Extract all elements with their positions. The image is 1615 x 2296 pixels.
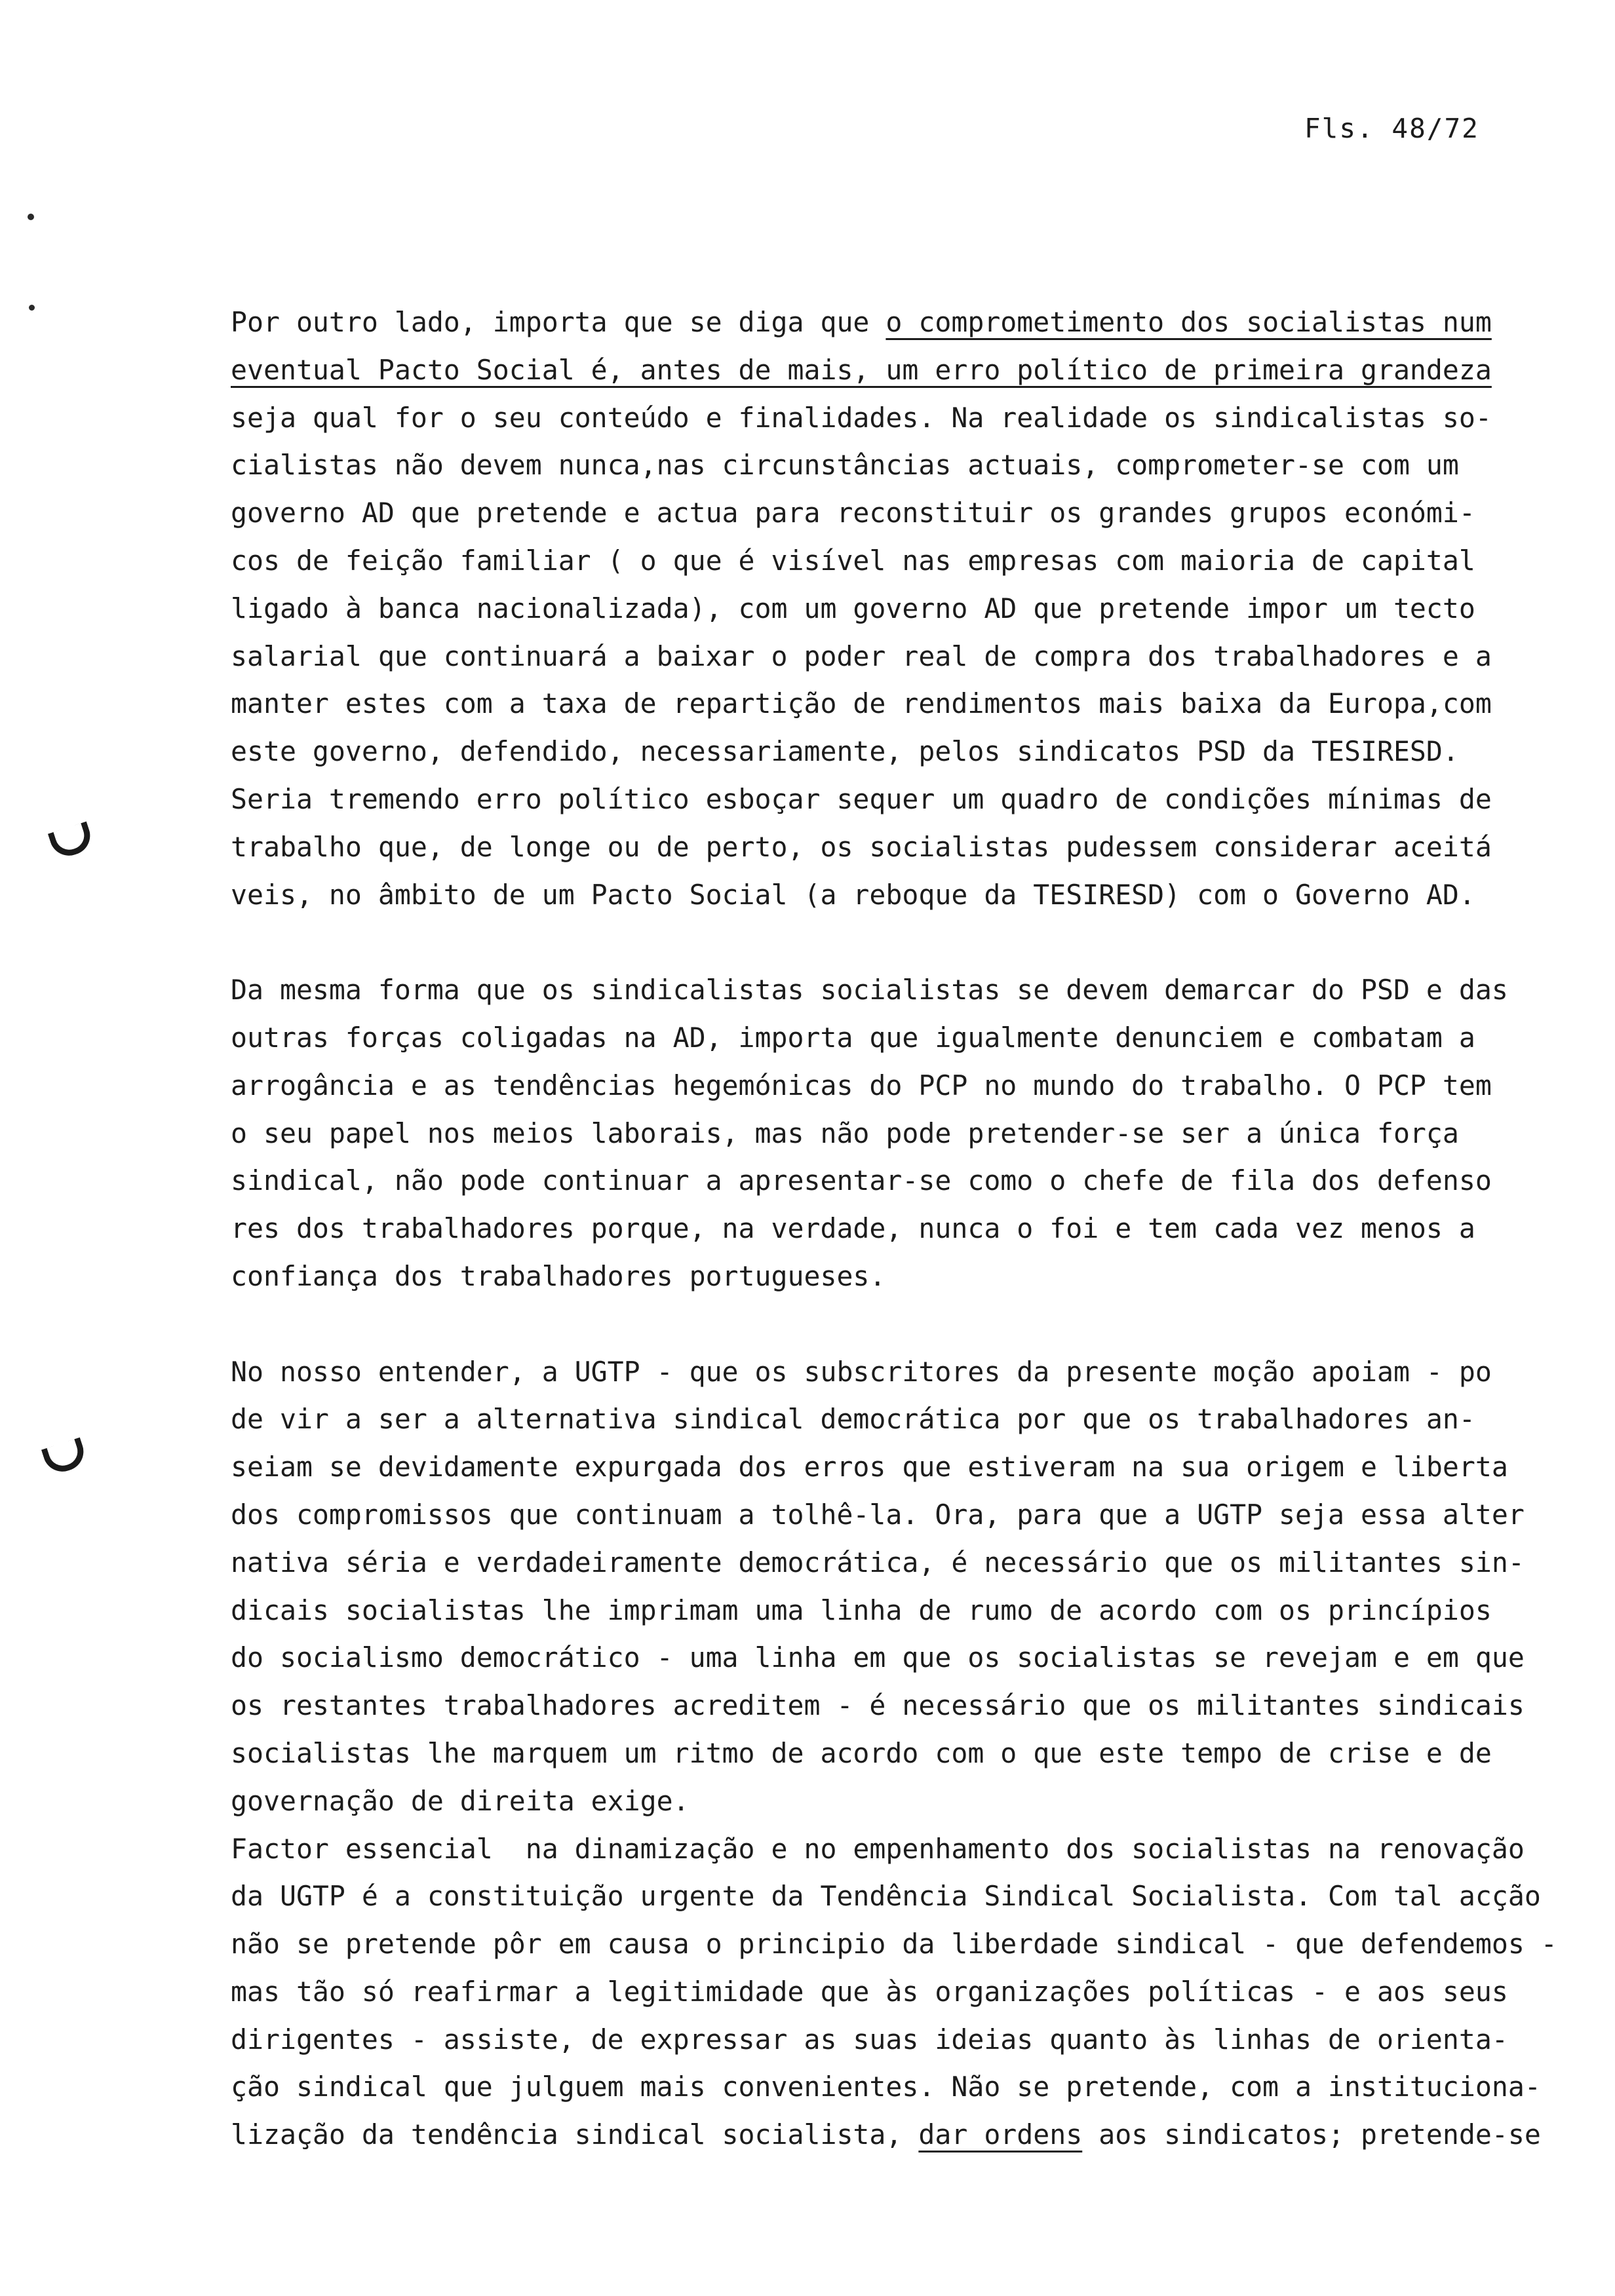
text-segment: do socialismo democrático - uma linha em que os socialistas se revejam e em que bbox=[231, 1641, 1525, 1674]
text-line bbox=[231, 1062, 1509, 1110]
text-line bbox=[231, 1826, 1525, 1873]
text-segment: arrogância e as tendências hegemónicas do PCP no mundo do trabalho. O PCP tem bbox=[231, 1069, 1492, 1101]
text-segment: o seu papel nos meios laborais, mas não pode pretender-se ser a única força bbox=[231, 1117, 1459, 1149]
text-segment: salarial que continuará a baixar o poder real de compra dos trabalhadores e a bbox=[231, 640, 1492, 672]
text-line bbox=[231, 871, 1509, 919]
text-line bbox=[231, 966, 1509, 1014]
text-line bbox=[231, 537, 1509, 585]
text-line bbox=[231, 680, 1509, 728]
text-line bbox=[231, 1634, 1525, 1682]
text-line bbox=[231, 1682, 1525, 1730]
text-segment: manter estes com a taxa de repartição de rendimentos mais baixa da Europa,com bbox=[231, 687, 1492, 720]
text-segment: aos sindicatos; pretende-se bbox=[1082, 2118, 1541, 2151]
text-line bbox=[231, 394, 1509, 442]
text-segment: outras forças coligadas na AD, importa que igualmente denunciem e combatam a bbox=[231, 1021, 1475, 1054]
text-segment: ção sindical que julguem mais convenientes. Não se pretende, com a instituciona- bbox=[231, 2071, 1541, 2103]
text-segment: de vir a ser a alternativa sindical democrática por que os trabalhadores an- bbox=[231, 1403, 1475, 1436]
text-segment: nativa séria e verdadeiramente democrática, é necessário que os militantes sin- bbox=[231, 1546, 1525, 1578]
paragraph-gap bbox=[231, 919, 1509, 966]
text-line bbox=[231, 347, 1509, 394]
text-segment: sindical, não pode continuar a apresentar-se como o chefe de fila dos defenso bbox=[231, 1164, 1492, 1197]
text-line bbox=[231, 1921, 1557, 1968]
text-line bbox=[231, 1253, 1509, 1301]
underlined-text: eventual Pacto Social é, antes de mais, um erro político de primeira grandeza bbox=[231, 353, 1492, 386]
text-segment: da UGTP é a constituição urgente da Tendência Sindical Socialista. Com tal acção bbox=[231, 1880, 1541, 1913]
text-line bbox=[231, 442, 1509, 489]
text-line bbox=[231, 728, 1509, 776]
text-segment: Da mesma forma que os sindicalistas socialistas se devem demarcar do PSD e das bbox=[231, 974, 1508, 1006]
text-segment: confiança dos trabalhadores portugueses. bbox=[231, 1259, 886, 1292]
text-line bbox=[231, 824, 1509, 871]
document-body bbox=[231, 299, 1557, 2159]
text-line bbox=[231, 2016, 1509, 2064]
text-segment: socialistas lhe marquem um ritmo de acordo com o que este tempo de crise e de bbox=[231, 1736, 1492, 1769]
margin-dot bbox=[29, 305, 35, 311]
text-segment: No nosso entender, a UGTP - que os subscritores da presente moção apoiam - po bbox=[231, 1355, 1492, 1388]
text-segment: cialistas não devem nunca,nas circunstâncias actuais, comprometer-se com um bbox=[231, 449, 1459, 482]
text-line bbox=[231, 1491, 1525, 1539]
paragraph-gap bbox=[231, 1301, 1509, 1349]
underlined-text: o comprometimento dos socialistas num bbox=[885, 306, 1492, 338]
page-number: Fls. 48/72 bbox=[1304, 113, 1479, 144]
text-segment: mas tão só reafirmar a legitimidade que às organizações políticas - e aos seus bbox=[231, 1975, 1508, 2008]
text-line bbox=[231, 585, 1509, 633]
text-line bbox=[231, 1349, 1509, 1396]
text-line bbox=[231, 1110, 1509, 1158]
text-segment: governo AD que pretende e actua para reconstituir os grandes grupos económi- bbox=[231, 497, 1475, 529]
text-segment: res dos trabalhadores porque, na verdade, nunca o foi e tem cada vez menos a bbox=[231, 1212, 1475, 1245]
binding-hole-mark bbox=[48, 821, 95, 860]
text-line bbox=[231, 1396, 1509, 1444]
text-segment: trabalho que, de longe ou de perto, os socialistas pudessem considerar aceitá bbox=[231, 830, 1492, 863]
text-line bbox=[231, 2111, 1541, 2159]
text-segment: seja qual for o seu conteúdo e finalidades. Na realidade os sindicalistas so- bbox=[231, 401, 1492, 434]
margin-dot bbox=[28, 214, 34, 220]
text-line bbox=[231, 1539, 1525, 1587]
text-segment: ligado à banca nacionalizada), com um governo AD que pretende impor um tecto bbox=[231, 592, 1475, 624]
text-segment: não se pretende pôr em causa o principio da liberdade sindical - que defendemos - bbox=[231, 1928, 1557, 1961]
text-line bbox=[231, 1873, 1541, 1921]
text-line bbox=[231, 489, 1509, 537]
text-line bbox=[231, 776, 1509, 824]
text-line bbox=[231, 1205, 1509, 1253]
text-line bbox=[231, 1014, 1509, 1062]
text-line bbox=[231, 1587, 1509, 1635]
text-segment: dos compromissos que continuam a tolhê-la. Ora, para que a UGTP seja essa alter bbox=[231, 1498, 1525, 1531]
text-segment: seiam se devidamente expurgada dos erros que estiveram na sua origem e liberta bbox=[231, 1451, 1508, 1483]
text-segment: lização da tendência sindical socialista, bbox=[231, 2118, 919, 2151]
text-segment: veis, no âmbito de um Pacto Social (a reboque da TESIRESD) com o Governo AD. bbox=[231, 878, 1475, 911]
text-segment: dirigentes - assiste, de expressar as suas ideias quanto às linhas de orienta- bbox=[231, 2023, 1508, 2056]
text-segment: Factor essencial na dinamização e no empenhamento dos socialistas na renovação bbox=[231, 1832, 1525, 1865]
text-segment: os restantes trabalhadores acreditem - é necessário que os militantes sindicais bbox=[231, 1689, 1525, 1722]
binding-hole-mark bbox=[41, 1437, 88, 1476]
text-line bbox=[231, 299, 1509, 347]
text-line bbox=[231, 2063, 1541, 2111]
text-line bbox=[231, 1730, 1509, 1778]
underlined-text: dar ordens bbox=[918, 2118, 1083, 2151]
text-line bbox=[231, 633, 1509, 681]
text-line bbox=[231, 1968, 1509, 2016]
text-segment: Seria tremendo erro político esboçar sequer um quadro de condições mínimas de bbox=[231, 782, 1492, 815]
text-segment: cos de feição familiar ( o que é visível nas empresas com maioria de capital bbox=[231, 544, 1475, 577]
text-line bbox=[231, 1444, 1509, 1491]
text-line bbox=[231, 1157, 1509, 1205]
text-segment: dicais socialistas lhe imprimam uma linha de rumo de acordo com os princípios bbox=[231, 1594, 1492, 1626]
text-line bbox=[231, 1778, 1509, 1826]
text-segment: Por outro lado, importa que se diga que bbox=[231, 306, 886, 338]
text-segment: este governo, defendido, necessariamente, pelos sindicatos PSD da TESIRESD. bbox=[231, 735, 1459, 768]
text-segment: governação de direita exige. bbox=[231, 1784, 690, 1817]
